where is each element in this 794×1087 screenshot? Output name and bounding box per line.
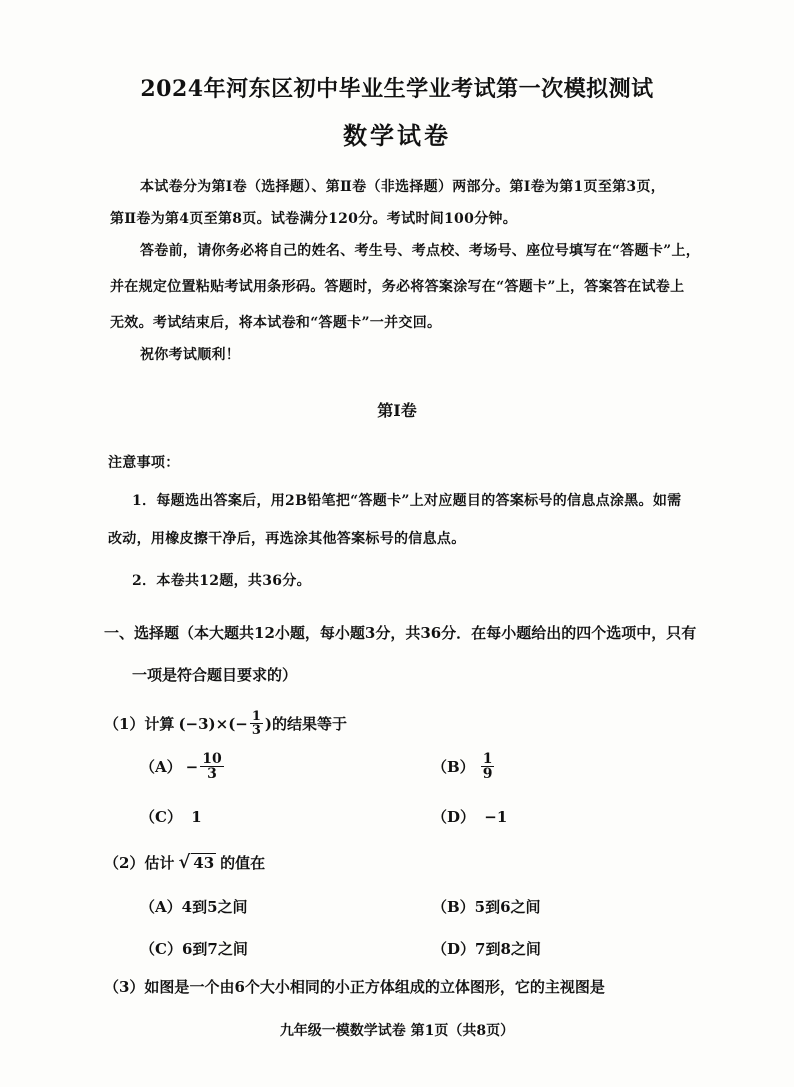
page-footer: 九年级一模数学试卷 第1页（共8页） (279, 1023, 515, 1039)
q1-option-b-den: 9 (482, 766, 493, 782)
q2-option-c[interactable]: （C）6到7之间 (140, 940, 248, 958)
q1-option-a-label: （A） (140, 758, 182, 776)
q1-fraction (250, 710, 263, 737)
intro-p2-l3: 无效。考试结束后，将本试卷和“答题卡”一并交回。 (110, 315, 442, 331)
q1-option-a-num: 10 (202, 751, 222, 767)
q2-option-d[interactable]: （D）7到8之间 (432, 940, 541, 958)
q1-option-a[interactable] (140, 752, 226, 781)
intro-wish: 祝你考试顺利！ (140, 347, 241, 363)
q2-option-a[interactable]: （A）4到5之间 (140, 898, 248, 916)
q1-option-c-value: 1 (191, 808, 202, 826)
q1-option-d[interactable] (432, 806, 507, 827)
q1-option-c-label: （C） (140, 808, 182, 826)
notes-item1-l1: 1．每题选出答案后，用2B铅笔把“答题卡”上对应题目的答案标号的信息点涂黑。如需 (132, 493, 682, 509)
q1-option-b-num: 1 (482, 751, 493, 767)
notes-item1-l2: 改动，用橡皮擦干净后，再选涂其他答案标号的信息点。 (108, 531, 466, 547)
intro-p1-l1: 本试卷分为第Ⅰ卷（选择题）、第Ⅱ卷（非选择题）两部分。第Ⅰ卷为第1页至第3页， (140, 179, 666, 195)
q1-frac-den: 3 (251, 723, 261, 738)
q2-radicand: 43 (193, 854, 215, 872)
exam-title: 2024年河东区初中毕业生学业考试第一次模拟测试 (140, 76, 654, 102)
q1-option-a-sign: − (185, 757, 199, 776)
notes-heading: 注意事项： (108, 455, 180, 471)
q1-option-b[interactable] (432, 752, 496, 781)
q1-frac-num: 1 (251, 709, 261, 724)
part1-line1: 一、选择题（本大题共12小题，每小题3分，共36分．在每小题给出的四个选项中，只有 (104, 624, 697, 642)
q2-suffix: 的值在 (220, 854, 266, 872)
question-3: （3）如图是一个由6个大小相同的小正方体组成的立体图形，它的主视图是 (104, 978, 605, 996)
q1-option-d-label: （D） (432, 808, 476, 826)
q1-option-d-value: −1 (484, 808, 508, 826)
q1-option-a-den: 3 (207, 766, 217, 782)
q1-option-b-fraction (481, 752, 495, 781)
q1-expr-end: ) (264, 714, 273, 733)
q1-option-a-fraction (200, 752, 223, 781)
intro-p2-l2: 并在规定位置粘贴考试用条形码。答题时，务必将答案涂写在“答题卡”上，答案答在试卷上 (110, 279, 685, 295)
q2-prefix: （2）估计 (104, 854, 175, 872)
q1-stem (104, 710, 347, 737)
q2-option-b[interactable]: （B）5到6之间 (432, 898, 541, 916)
q1-expr-start: (−3)×(− (178, 714, 248, 733)
notes-item2: 2．本卷共12题，共36分。 (132, 573, 311, 589)
intro-p2-l1: 答卷前，请你务必将自己的姓名、考生号、考点校、考场号、座位号填写在“答题卡”上， (140, 243, 701, 259)
intro-p1-l2: 第Ⅱ卷为第4页至第8页。试卷满分120分。考试时间100分钟。 (110, 211, 518, 227)
sqrt-icon: √ (178, 852, 191, 873)
section-title: 第Ⅰ卷 (377, 401, 417, 420)
q1-option-c[interactable] (140, 806, 202, 827)
q1-option-b-label: （B） (432, 758, 475, 776)
q2-stem (104, 852, 265, 873)
q1-prefix: （1）计算 (104, 715, 175, 733)
part1-line2: 一项是符合题目要求的） (132, 666, 298, 684)
q1-suffix: 的结果等于 (272, 715, 348, 733)
exam-subtitle: 数学试卷 (343, 121, 451, 150)
